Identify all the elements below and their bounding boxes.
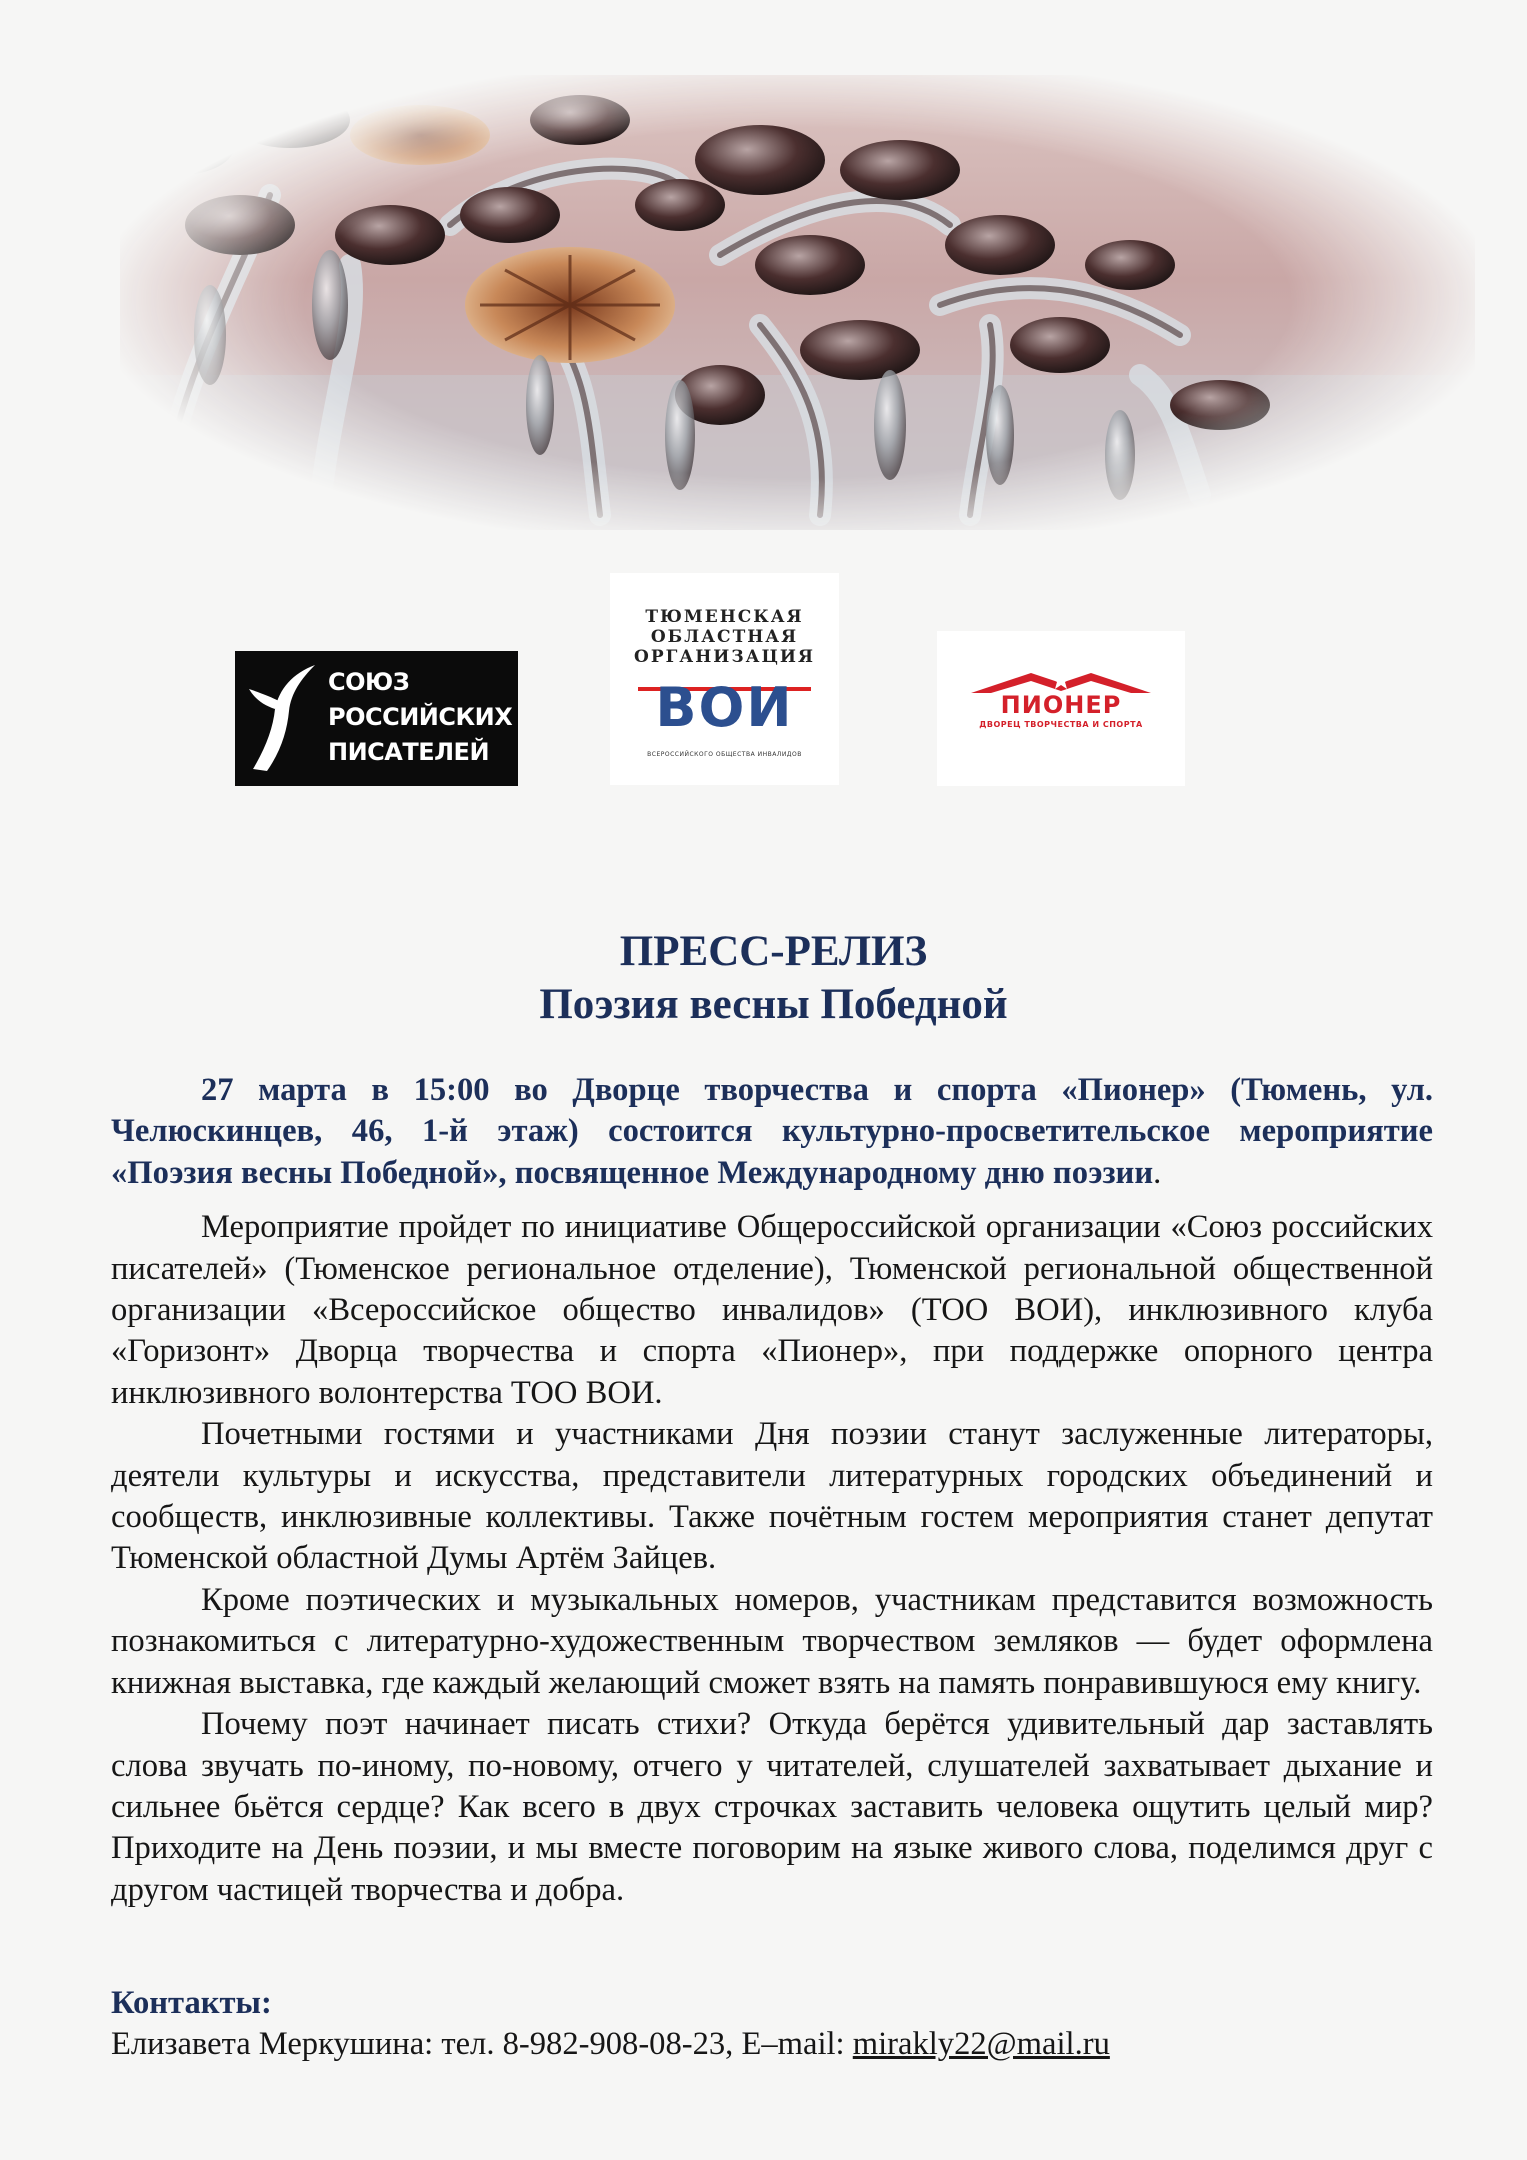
event-title: Поэзия весны Победной <box>539 981 1008 1028</box>
writers-union-logo <box>235 651 518 786</box>
pioneer-subtitle: ДВОРЕЦ ТВОРЧЕСТВА И СПОРТА <box>979 720 1143 729</box>
contact-person: Елизавета Меркушина: тел. 8-982-908-08-23, E–mail: <box>111 2026 853 2062</box>
paragraph: Кроме поэтических и музыкальных номеров, участникам представится возможность познакомиться с литературно-художественным творчеством земляков — будет оформлена книжная выставка, где каждый желающий сможет взять на память понравившуюся ему книгу. <box>111 1581 1433 1701</box>
writers-union-text: СОЮЗ РОССИЙСКИХ ПИСАТЕЛЕЙ <box>328 668 513 766</box>
contacts-heading: Контакты: <box>111 1985 272 2021</box>
contacts-line <box>111 2024 1110 2065</box>
pioneer-logo <box>937 631 1185 786</box>
paragraph: Почему поэт начинает писать стихи? Откуда берётся удивительный дар заставлять слова звучать по-иному, по-новому, отчего у читателей, слушателей захватывает дыхание и сильнее бьётся сердце? Как всего в двух строчках заставить человека ощутить целый мир? Приходите на День поэзии, и мы вместе поговорим на языке живого слова, поделимся друг с другом частицей творчества и добра. <box>111 1706 1433 1908</box>
voi-subtitle: ВСЕРОССИЙСКОГО ОБЩЕСТВА ИНВАЛИДОВ <box>647 751 802 758</box>
paragraph: Мероприятие пройдет по инициативе Общероссийской организации «Союз российских писателей» (Тюменское региональное отделение), Тюменской региональной общественной организации «Всероссийское общество инвалидов» (ТОО ВОИ), инклюзивного клуба «Горизонт» Дворца творчества и спорта «Пионер», при поддержке опорного центра инклюзивного волонтерства ТОО ВОИ. <box>111 1209 1433 1411</box>
email-link[interactable]: mirakly22@mail.ru <box>852 2026 1110 2062</box>
pioneer-name: ПИОНЕР <box>1000 691 1122 719</box>
icy-branches-image <box>120 75 1475 530</box>
voi-org-name: ТЮМЕНСКАЯ ОБЛАСТНАЯ ОРГАНИЗАЦИЯ <box>634 607 815 667</box>
lead-paragraph: 27 марта в 15:00 во Дворце творчества и спорта «Пионер» (Тюмень, ул. Челюскинцев, 46, 1-й этаж) состоится культурно-просветительское мероприятие «Поэзия весны Победной», посвященное Международному дню поэзии. <box>111 1072 1433 1191</box>
voi-logo <box>610 573 839 785</box>
header-photo <box>120 75 1475 530</box>
voi-mark: ВОИ <box>655 676 794 739</box>
albatross-icon <box>245 659 325 779</box>
paragraph: Почетными гостями и участниками Дня поэзии станут заслуженные литераторы, деятели культуры и искусства, представители литературных городских объединений и сообществ, инклюзивные коллективы. Также почётным гостем мероприятия станет депутат Тюменской областной Думы Артём Зайцев. <box>111 1416 1433 1577</box>
press-release-body <box>111 1070 1433 1911</box>
press-release-title: ПРЕСС-РЕЛИЗ <box>619 928 928 975</box>
